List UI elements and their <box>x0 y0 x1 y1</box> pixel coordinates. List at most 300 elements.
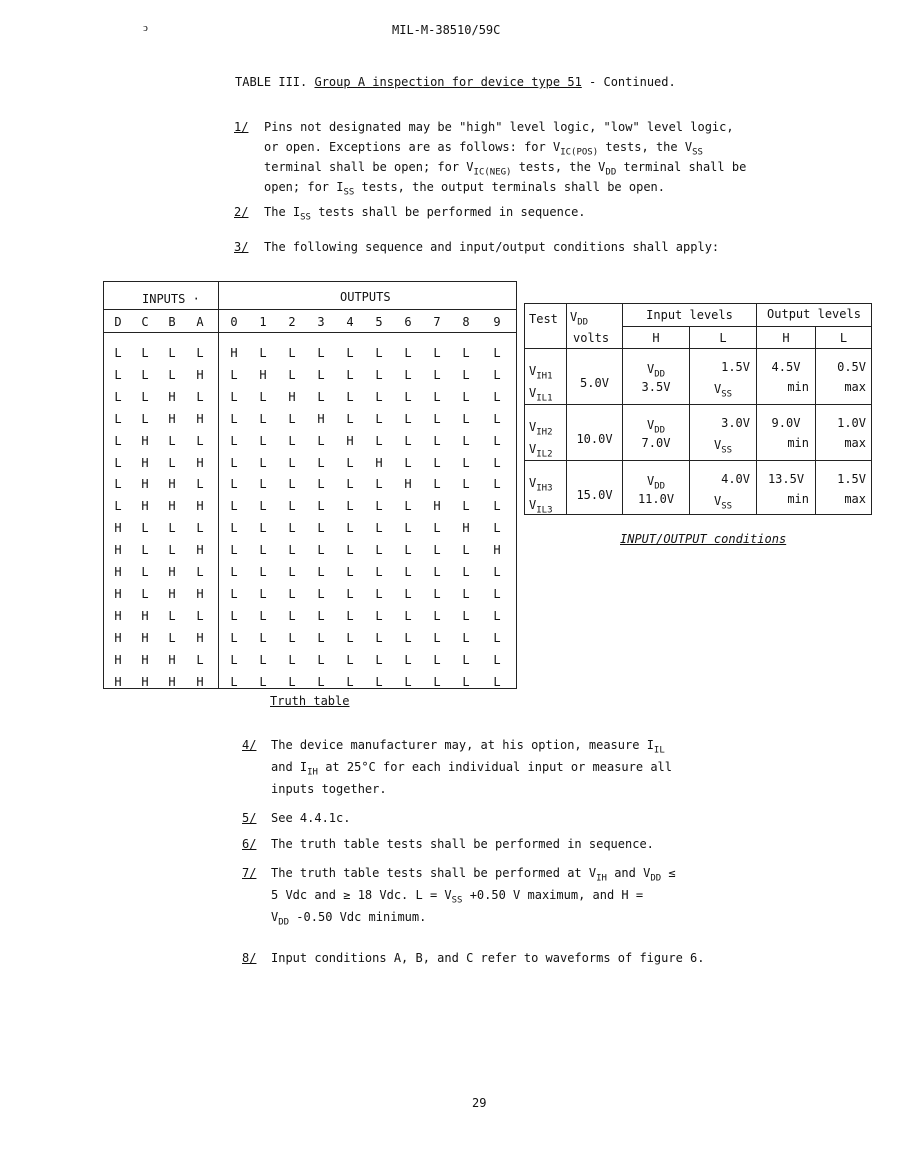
note-bottom-number: 7/ <box>242 866 257 880</box>
truth-table-cell: L <box>346 630 354 645</box>
truth-table-cell: L <box>168 521 176 536</box>
io-hline <box>525 404 871 405</box>
truth-table-cell: L <box>433 433 441 448</box>
truth-table-cell: L <box>230 389 238 404</box>
truth-table-cell: L <box>230 630 238 645</box>
truth-table-cell: L <box>288 521 296 536</box>
note-top-line: The following sequence and input/output conditions shall apply: <box>264 240 720 254</box>
truth-table-cell: L <box>196 652 204 667</box>
truth-table-cell: L <box>230 411 238 426</box>
truth-table-cell: L <box>114 389 122 404</box>
truth-table-cell: L <box>433 346 441 360</box>
io-hline <box>525 460 871 461</box>
truth-table-cell: L <box>346 346 354 360</box>
truth-table-cell: L <box>462 411 470 426</box>
truth-table-cell: L <box>259 674 267 689</box>
truth-table-cell: L <box>141 411 149 426</box>
io-output-h: min <box>787 436 809 450</box>
io-input-h: $V_{DD}$ <box>646 418 666 436</box>
io-input-h: $V_{DD}$ <box>646 362 666 380</box>
truth-table-cell: H <box>196 543 204 558</box>
truth-table-cell: H <box>168 477 176 492</box>
truth-table-cell: L <box>259 652 267 667</box>
truth-table-column-rule <box>104 332 516 333</box>
truth-table-cell: H <box>168 652 176 667</box>
truth-table-cell: L <box>317 389 325 404</box>
truth-table-cell: L <box>259 586 267 601</box>
truth-table-cell: L <box>433 608 441 623</box>
truth-table-cell: L <box>114 433 122 448</box>
truth-table-cell: L <box>404 674 412 689</box>
truth-table-cell: L <box>375 543 383 558</box>
io-input-l: $V_{SS}$ <box>713 494 733 512</box>
truth-table-cell: H <box>196 499 204 514</box>
truth-table-cell: L <box>317 367 325 382</box>
truth-table-cell: H <box>288 389 296 404</box>
note-bottom-line: 5 Vdc and ≥ 18 Vdc. $L = V_{SS} +0.50$ V maximum, and H = <box>271 888 644 906</box>
io-output-h: 13.5V <box>767 472 805 486</box>
truth-table-cell: L <box>317 630 325 645</box>
truth-table-cell: L <box>317 455 325 470</box>
truth-table-cell: H <box>259 367 267 382</box>
truth-table-cell: L <box>493 674 501 689</box>
truth-table-cell: H <box>230 346 238 360</box>
truth-table-column-header: 3 <box>317 315 325 329</box>
truth-table-cell: L <box>288 455 296 470</box>
truth-table-cell: L <box>462 367 470 382</box>
io-input-l: 1.5V <box>721 360 750 374</box>
io-hline <box>623 326 871 327</box>
truth-table-cell: L <box>462 674 470 689</box>
truth-table-cell: H <box>168 389 176 404</box>
truth-table-cell: L <box>230 608 238 623</box>
truth-table-cell: L <box>462 346 470 360</box>
truth-table-cell: H <box>141 652 149 667</box>
table-title <box>235 75 676 89</box>
truth-table-cell: L <box>317 608 325 623</box>
truth-table-column-header: 2 <box>288 315 296 329</box>
truth-table-cell: H <box>317 411 325 426</box>
table-title-main: Group A inspection for device type 51 <box>314 75 582 89</box>
note-bottom-line: inputs together. <box>271 782 387 796</box>
truth-table-cell: L <box>259 411 267 426</box>
truth-table-column-header: 8 <box>462 315 470 329</box>
truth-table-cell: L <box>168 346 176 360</box>
truth-table-cell: L <box>433 477 441 492</box>
truth-table-cell: L <box>462 389 470 404</box>
truth-table-cell: L <box>433 521 441 536</box>
truth-table-cell: L <box>433 565 441 579</box>
io-header-vdd: $V_{DD}$ <box>570 310 589 328</box>
truth-table-column-header: 5 <box>375 315 383 329</box>
truth-table-cell: L <box>493 652 501 667</box>
truth-table-cell: L <box>493 477 501 492</box>
truth-table-cell: L <box>288 674 296 689</box>
truth-table-cell: L <box>433 652 441 667</box>
truth-table-cell: H <box>196 674 204 689</box>
truth-table-cell: L <box>196 389 204 404</box>
io-output-l: max <box>844 380 866 394</box>
truth-table-caption: Truth table <box>270 694 350 708</box>
note-top-line: terminal shall be open; for $V_{IC(NEG)}$ tests, the $V_{DD}$ terminal shall be <box>264 160 747 178</box>
truth-table-cell: L <box>462 608 470 623</box>
io-output-l: 1.5V <box>837 472 866 486</box>
truth-table-cell: H <box>196 455 204 470</box>
truth-table-cell: H <box>493 543 501 558</box>
io-output-l: 0.5V <box>837 360 866 374</box>
truth-table-cell: L <box>317 652 325 667</box>
truth-table-cell: L <box>168 608 176 623</box>
truth-table-cell: L <box>462 455 470 470</box>
note-top-line: Pins not designated may be "high" level logic, "low" level logic, <box>264 120 734 134</box>
truth-table-cell: L <box>168 543 176 558</box>
truth-table-cell: L <box>346 608 354 623</box>
truth-table-cell: H <box>433 499 441 514</box>
io-table-caption: INPUT/OUTPUT conditions <box>620 532 787 546</box>
truth-table-cell: L <box>346 389 354 404</box>
io-test-name: $V_{IH3}$ <box>529 476 553 494</box>
io-vdd-value: 10.0V <box>576 432 613 446</box>
truth-table-cell: L <box>404 652 412 667</box>
truth-table-cell: H <box>141 455 149 470</box>
note-top-line: open; for $I_{SS}$ tests, the output terminals shall be open. <box>264 180 665 198</box>
truth-table-cell: L <box>404 389 412 404</box>
truth-table-cell: H <box>114 630 122 645</box>
note-top-number: 2/ <box>234 205 249 219</box>
truth-table-cell: H <box>404 477 412 492</box>
note-bottom-number: 4/ <box>242 738 257 752</box>
truth-table-cell: L <box>288 477 296 492</box>
truth-table-cell: L <box>141 586 149 601</box>
truth-table-cell: L <box>375 499 383 514</box>
io-hline <box>525 348 871 349</box>
truth-table-cell: L <box>493 630 501 645</box>
truth-table-column-header: 9 <box>493 315 501 329</box>
truth-table-cell: L <box>230 367 238 382</box>
note-top-number: 3/ <box>234 240 249 254</box>
truth-table-cell: H <box>375 455 383 470</box>
io-vline <box>566 304 567 514</box>
truth-table-cell: L <box>288 630 296 645</box>
truth-table-cell: L <box>493 586 501 601</box>
truth-table-cell: H <box>114 586 122 601</box>
truth-table-cell: L <box>346 499 354 514</box>
truth-table-cell: H <box>114 608 122 623</box>
truth-table-cell: L <box>375 630 383 645</box>
truth-table-column-header: D <box>114 315 122 329</box>
truth-table-column-header: 7 <box>433 315 441 329</box>
truth-table-column-header: 6 <box>404 315 412 329</box>
truth-table-cell: L <box>404 455 412 470</box>
truth-table-cell: L <box>317 543 325 558</box>
truth-table-cell: L <box>462 477 470 492</box>
truth-table-cell: H <box>114 521 122 536</box>
truth-table-cell: L <box>493 433 501 448</box>
truth-table-cell: L <box>317 586 325 601</box>
truth-table-cell: L <box>288 499 296 514</box>
truth-table-cell: L <box>375 389 383 404</box>
note-top-line: or open. Exceptions are as follows: for $V_{IC(POS)}$ tests, the $V_{SS}$ <box>264 140 703 158</box>
io-output-h: 4.5V <box>771 360 801 374</box>
truth-table-cell: L <box>259 543 267 558</box>
truth-table-cell: L <box>196 433 204 448</box>
table-title-suffix: - Continued. <box>589 75 676 89</box>
truth-table-cell: L <box>493 389 501 404</box>
note-bottom-number: 5/ <box>242 811 257 825</box>
truth-table-cell: L <box>462 630 470 645</box>
truth-table-cell: L <box>259 630 267 645</box>
io-output-h: min <box>787 380 809 394</box>
note-bottom-line: and $I_{IH}$ at 25°C for each individual input or measure all <box>271 760 672 778</box>
truth-table-cell: L <box>196 477 204 492</box>
table-title-prefix: TABLE III. <box>235 75 308 89</box>
truth-table-cell: L <box>196 521 204 536</box>
truth-table-cell: L <box>493 367 501 382</box>
truth-table-cell: L <box>433 543 441 558</box>
note-bottom-line: The truth table tests shall be performed in sequence. <box>271 837 654 851</box>
io-header-input-l: L <box>719 331 727 345</box>
truth-table-cell: L <box>230 521 238 536</box>
truth-table-cell: L <box>141 565 149 579</box>
truth-table-cell: L <box>259 565 267 579</box>
truth-table-cell: L <box>230 433 238 448</box>
io-header-output-h: H <box>782 331 790 345</box>
io-conditions-table <box>524 303 872 515</box>
truth-table-cell: L <box>375 477 383 492</box>
truth-table-cell: L <box>462 499 470 514</box>
outputs-label: OUTPUTS <box>340 290 391 304</box>
truth-table-cell: L <box>259 455 267 470</box>
truth-table-cell: H <box>168 499 176 514</box>
truth-table-cell: H <box>114 652 122 667</box>
io-test-name: $V_{IL3}$ <box>529 498 553 516</box>
truth-table-cell: L <box>141 521 149 536</box>
truth-table-cell: L <box>317 674 325 689</box>
truth-table-cell: L <box>375 521 383 536</box>
corner-mark: ↄ <box>143 21 148 34</box>
truth-table-cell: L <box>288 608 296 623</box>
truth-table-cell: L <box>375 367 383 382</box>
truth-table-cell: L <box>259 521 267 536</box>
truth-table-cell: L <box>114 477 122 492</box>
note-bottom-number: 6/ <box>242 837 257 851</box>
truth-table-cell: L <box>317 565 325 579</box>
truth-table-cell: L <box>462 565 470 579</box>
truth-table-cell: L <box>375 565 383 579</box>
truth-table-cell: L <box>404 499 412 514</box>
truth-table-cell: L <box>493 346 501 360</box>
truth-table-cell: L <box>230 652 238 667</box>
truth-table <box>103 281 517 689</box>
truth-table-cell: L <box>404 346 412 360</box>
truth-table-cell: L <box>375 346 383 360</box>
truth-table-cell: L <box>288 411 296 426</box>
truth-table-cell: L <box>317 346 325 360</box>
truth-table-cell: L <box>404 586 412 601</box>
inputs-label: INPUTS · <box>142 292 200 306</box>
truth-table-cell: H <box>196 411 204 426</box>
io-output-h: 9.0V <box>771 416 801 430</box>
truth-table-cell: L <box>433 411 441 426</box>
truth-table-cell: H <box>141 499 149 514</box>
truth-table-cell: L <box>317 477 325 492</box>
truth-table-column-header: 1 <box>259 315 267 329</box>
truth-table-cell: L <box>375 411 383 426</box>
truth-table-header-rule <box>104 309 516 310</box>
truth-table-cell: H <box>141 433 149 448</box>
truth-table-cell: L <box>317 521 325 536</box>
io-input-h: $V_{DD}$ <box>646 474 666 492</box>
truth-table-cell: H <box>141 630 149 645</box>
truth-table-cell: L <box>346 586 354 601</box>
truth-table-cell: L <box>404 411 412 426</box>
truth-table-cell: L <box>493 565 501 579</box>
truth-table-cell: H <box>141 674 149 689</box>
io-header-output-l: L <box>839 331 848 345</box>
truth-table-cell: L <box>230 565 238 579</box>
truth-table-cell: L <box>141 543 149 558</box>
note-bottom-line: $V_{DD}$ -0.50 Vdc minimum. <box>271 910 427 928</box>
truth-table-cell: L <box>168 367 176 382</box>
truth-table-cell: L <box>259 477 267 492</box>
truth-table-cell: L <box>433 455 441 470</box>
truth-table-cell: L <box>346 652 354 667</box>
io-input-l: $V_{SS}$ <box>713 382 733 400</box>
truth-table-cell: L <box>404 433 412 448</box>
truth-table-cell: L <box>346 674 354 689</box>
truth-table-cell: L <box>288 652 296 667</box>
truth-table-cell: L <box>433 630 441 645</box>
truth-table-cell: L <box>141 346 149 360</box>
truth-table-cell: H <box>168 411 176 426</box>
truth-table-cell: L <box>346 565 354 579</box>
truth-table-cell: L <box>114 411 122 426</box>
truth-table-cell: H <box>141 608 149 623</box>
truth-table-cell: L <box>433 674 441 689</box>
truth-table-cell: H <box>168 565 176 579</box>
truth-table-cell: L <box>230 477 238 492</box>
truth-table-cell: L <box>230 543 238 558</box>
io-header-input-h: H <box>652 331 660 345</box>
truth-table-cell: L <box>462 652 470 667</box>
truth-table-cell: H <box>114 543 122 558</box>
truth-table-cell: L <box>346 455 354 470</box>
truth-table-cell: L <box>375 674 383 689</box>
io-output-h: min <box>787 492 809 506</box>
truth-table-cell: L <box>404 608 412 623</box>
io-vdd-value: 15.0V <box>576 488 613 502</box>
truth-table-cell: L <box>317 433 325 448</box>
truth-table-cell: L <box>168 455 176 470</box>
truth-table-cell: L <box>433 586 441 601</box>
truth-table-cell: L <box>433 389 441 404</box>
io-header-input-levels: Input levels <box>646 308 733 322</box>
truth-table-cell: L <box>462 586 470 601</box>
truth-table-cell: L <box>114 455 122 470</box>
truth-table-cell: L <box>404 565 412 579</box>
truth-table-cell: L <box>317 499 325 514</box>
io-test-name: $V_{IH1}$ <box>529 364 553 382</box>
io-test-name: $V_{IL2}$ <box>529 442 553 460</box>
truth-table-cell: L <box>168 433 176 448</box>
truth-table-cell: L <box>375 652 383 667</box>
truth-table-cell: L <box>141 389 149 404</box>
note-bottom-line: Input conditions A, B, and C refer to waveforms of figure 6. <box>271 951 705 965</box>
truth-table-cell: L <box>230 455 238 470</box>
truth-table-cell: L <box>288 543 296 558</box>
truth-table-cell: L <box>114 346 122 360</box>
truth-table-cell: H <box>168 586 176 601</box>
truth-table-cell: L <box>375 433 383 448</box>
truth-table-divider <box>218 282 219 688</box>
truth-table-cell: L <box>493 521 501 536</box>
truth-table-cell: L <box>346 477 354 492</box>
truth-table-cell: L <box>493 608 501 623</box>
io-test-name: $V_{IL1}$ <box>529 386 553 404</box>
truth-table-cell: L <box>433 367 441 382</box>
io-input-l: $V_{SS}$ <box>713 438 733 456</box>
truth-table-cell: H <box>114 565 122 579</box>
io-header-output-levels: Output levels <box>767 307 861 321</box>
note-top-number: 1/ <box>234 120 249 134</box>
truth-table-cell: L <box>288 367 296 382</box>
truth-table-cell: H <box>346 433 354 448</box>
truth-table-cell: L <box>114 367 122 382</box>
io-input-l: 4.0V <box>721 472 750 486</box>
truth-table-cell: L <box>230 499 238 514</box>
truth-table-cell: L <box>141 367 149 382</box>
truth-table-column-header: C <box>141 315 149 329</box>
page-number: 29 <box>472 1096 487 1110</box>
truth-table-cell: L <box>288 586 296 601</box>
truth-table-column-header: B <box>168 315 176 329</box>
truth-table-cell: L <box>346 411 354 426</box>
truth-table-cell: L <box>493 455 501 470</box>
io-test-name: $V_{IH2}$ <box>529 420 553 438</box>
truth-table-cell: L <box>404 367 412 382</box>
io-vdd-value: 5.0V <box>580 376 609 390</box>
document-id: MIL-M-38510/59C <box>392 23 501 37</box>
truth-table-column-header: 4 <box>346 315 354 329</box>
truth-table-cell: L <box>375 608 383 623</box>
io-output-l: max <box>844 492 866 506</box>
truth-table-cell: L <box>462 433 470 448</box>
truth-table-column-header: 0 <box>230 315 238 329</box>
truth-table-cell: L <box>288 433 296 448</box>
truth-table-cell: H <box>196 630 204 645</box>
truth-table-cell: L <box>259 608 267 623</box>
io-header-test: Test <box>529 312 558 326</box>
truth-table-cell: L <box>114 499 122 514</box>
truth-table-cell: L <box>346 367 354 382</box>
truth-table-cell: L <box>259 389 267 404</box>
truth-table-cell: L <box>404 543 412 558</box>
truth-table-cell: L <box>230 674 238 689</box>
truth-table-cell: L <box>230 586 238 601</box>
truth-table-cell: L <box>259 433 267 448</box>
truth-table-cell: L <box>493 499 501 514</box>
truth-table-cell: L <box>346 521 354 536</box>
truth-table-cell: L <box>493 411 501 426</box>
truth-table-cell: L <box>462 543 470 558</box>
truth-table-cell: L <box>259 346 267 360</box>
truth-table-cell: L <box>288 565 296 579</box>
note-bottom-line: The device manufacturer may, at his option, measure $I_{IL}$ <box>271 738 665 756</box>
truth-table-cell: L <box>404 630 412 645</box>
note-top-line: The $I_{SS}$ tests shall be performed in sequence. <box>264 205 586 223</box>
note-bottom-line: The truth table tests shall be performed at $V_{IH}$ and $V_{DD}$ ≤ <box>271 866 676 884</box>
truth-table-cell: L <box>196 608 204 623</box>
